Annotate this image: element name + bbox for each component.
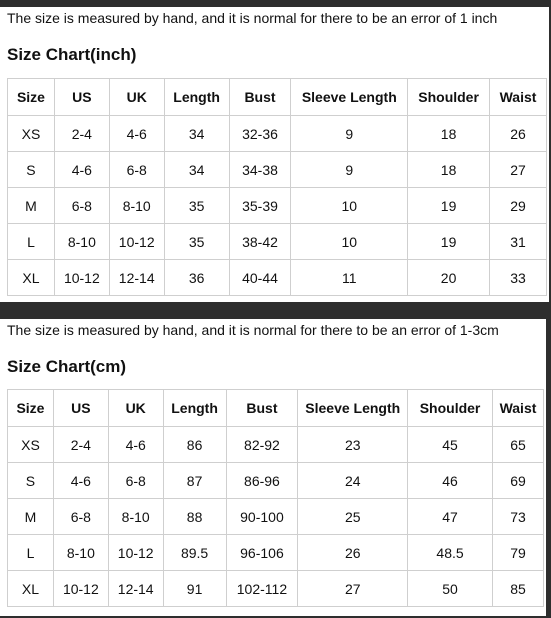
table-cell: 19 xyxy=(408,188,490,224)
table-cell: 86 xyxy=(163,427,226,463)
table-cell: 33 xyxy=(490,260,547,296)
table-cell: 87 xyxy=(163,463,226,499)
table-cell: 40-44 xyxy=(229,260,291,296)
cm-measurement-note: The size is measured by hand, and it is normal for there to be an error of 1-3cm xyxy=(7,322,499,338)
inch-size-panel xyxy=(0,7,549,302)
table-cell: 82-92 xyxy=(226,427,298,463)
table-row xyxy=(8,535,544,571)
table-row xyxy=(8,260,547,296)
table-cell: 25 xyxy=(298,499,408,535)
table-cell: 12-14 xyxy=(109,260,164,296)
table-cell: 48.5 xyxy=(408,535,493,571)
table-cell: S xyxy=(8,463,54,499)
table-cell: 32-36 xyxy=(229,116,291,152)
table-cell: 34 xyxy=(164,116,229,152)
table-cell: 10 xyxy=(291,188,408,224)
table-cell: 6-8 xyxy=(54,188,109,224)
table-cell: 35 xyxy=(164,188,229,224)
table-cell: 8-10 xyxy=(108,499,163,535)
cm-size-panel xyxy=(0,319,546,616)
table-cell: 96-106 xyxy=(226,535,298,571)
table-cell: 47 xyxy=(408,499,493,535)
table-cell: M xyxy=(8,188,55,224)
table-cell: 12-14 xyxy=(108,571,163,607)
table-cell: 36 xyxy=(164,260,229,296)
table-cell: 79 xyxy=(492,535,543,571)
table-cell: 23 xyxy=(298,427,408,463)
table-cell: 90-100 xyxy=(226,499,298,535)
table-cell: 91 xyxy=(163,571,226,607)
header-shoulder: Shoulder xyxy=(408,79,490,116)
table-cell: XS xyxy=(8,116,55,152)
header-size: Size xyxy=(8,390,54,427)
table-cell: 9 xyxy=(291,116,408,152)
header-bust: Bust xyxy=(229,79,291,116)
table-cell: 38-42 xyxy=(229,224,291,260)
table-cell: 4-6 xyxy=(108,427,163,463)
table-cell: 6-8 xyxy=(108,463,163,499)
header-length: Length xyxy=(164,79,229,116)
table-row xyxy=(8,499,544,535)
table-cell: 4-6 xyxy=(53,463,108,499)
table-cell: 10-12 xyxy=(54,260,109,296)
inch-size-table xyxy=(7,78,547,296)
table-row xyxy=(8,571,544,607)
table-cell: 89.5 xyxy=(163,535,226,571)
table-cell: 50 xyxy=(408,571,493,607)
table-cell: 11 xyxy=(291,260,408,296)
header-us: US xyxy=(54,79,109,116)
table-cell: L xyxy=(8,224,55,260)
table-row xyxy=(8,224,547,260)
table-cell: XS xyxy=(8,427,54,463)
table-row xyxy=(8,188,547,224)
table-cell: 102-112 xyxy=(226,571,298,607)
table-cell: 9 xyxy=(291,152,408,188)
inch-measurement-note: The size is measured by hand, and it is normal for there to be an error of 1 inch xyxy=(7,10,498,26)
table-row xyxy=(8,152,547,188)
table-cell: 19 xyxy=(408,224,490,260)
table-cell: 24 xyxy=(298,463,408,499)
table-cell: 2-4 xyxy=(53,427,108,463)
header-length: Length xyxy=(163,390,226,427)
header-us: US xyxy=(53,390,108,427)
table-cell: 88 xyxy=(163,499,226,535)
table-cell: 4-6 xyxy=(109,116,164,152)
table-cell: 8-10 xyxy=(109,188,164,224)
table-cell: 8-10 xyxy=(53,535,108,571)
table-cell: 6-8 xyxy=(53,499,108,535)
table-cell: 27 xyxy=(490,152,547,188)
table-cell: 29 xyxy=(490,188,547,224)
table-cell: 27 xyxy=(298,571,408,607)
table-cell: 34-38 xyxy=(229,152,291,188)
table-cell: 65 xyxy=(492,427,543,463)
table-cell: M xyxy=(8,499,54,535)
table-cell: 8-10 xyxy=(54,224,109,260)
table-cell: 26 xyxy=(298,535,408,571)
inch-chart-title: Size Chart(inch) xyxy=(7,45,137,64)
table-cell: 31 xyxy=(490,224,547,260)
header-size: Size xyxy=(8,79,55,116)
cm-size-table xyxy=(7,389,544,607)
table-cell: 4-6 xyxy=(54,152,109,188)
table-cell: 46 xyxy=(408,463,493,499)
header-waist: Waist xyxy=(492,390,543,427)
table-cell: 26 xyxy=(490,116,547,152)
table-cell: 20 xyxy=(408,260,490,296)
table-cell: 86-96 xyxy=(226,463,298,499)
header-shoulder: Shoulder xyxy=(408,390,493,427)
table-cell: 18 xyxy=(408,152,490,188)
cm-header-row xyxy=(8,390,544,427)
table-cell: 2-4 xyxy=(54,116,109,152)
table-cell: XL xyxy=(8,571,54,607)
header-sleeve-length: Sleeve Length xyxy=(291,79,408,116)
table-cell: 10-12 xyxy=(108,535,163,571)
table-cell: 69 xyxy=(492,463,543,499)
header-uk: UK xyxy=(109,79,164,116)
table-row xyxy=(8,427,544,463)
table-cell: 10-12 xyxy=(53,571,108,607)
header-waist: Waist xyxy=(490,79,547,116)
table-cell: 35 xyxy=(164,224,229,260)
table-cell: 10 xyxy=(291,224,408,260)
table-cell: 10-12 xyxy=(109,224,164,260)
inch-header-row xyxy=(8,79,547,116)
header-sleeve-length: Sleeve Length xyxy=(298,390,408,427)
table-cell: L xyxy=(8,535,54,571)
table-row xyxy=(8,463,544,499)
table-cell: 6-8 xyxy=(109,152,164,188)
table-cell: 18 xyxy=(408,116,490,152)
table-cell: 45 xyxy=(408,427,493,463)
table-cell: 34 xyxy=(164,152,229,188)
header-uk: UK xyxy=(108,390,163,427)
table-cell: 85 xyxy=(492,571,543,607)
header-bust: Bust xyxy=(226,390,298,427)
table-row xyxy=(8,116,547,152)
table-cell: XL xyxy=(8,260,55,296)
table-cell: 35-39 xyxy=(229,188,291,224)
table-cell: S xyxy=(8,152,55,188)
table-cell: 73 xyxy=(492,499,543,535)
cm-chart-title: Size Chart(cm) xyxy=(7,357,127,376)
